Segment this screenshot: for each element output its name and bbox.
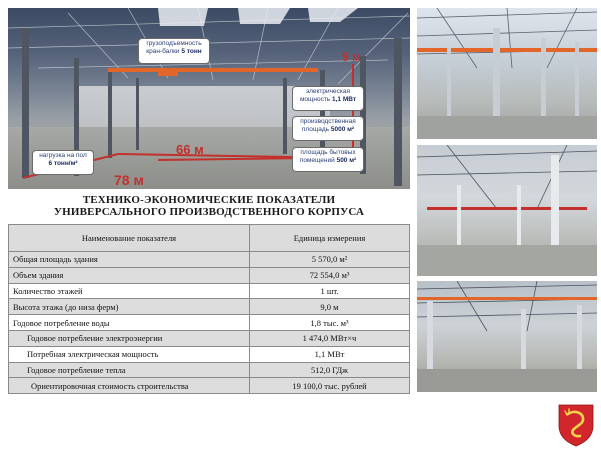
callout-amenity-value: 500 м² (336, 157, 357, 164)
header-indicator-name: Наименование показателя (9, 225, 250, 252)
callout-prod-line1: производственная (300, 118, 356, 125)
row-name: Потребная электрическая мощность (9, 346, 250, 362)
row-name: Ориентировочная стоимость строительства (9, 378, 250, 394)
row-value: 9,0 м (250, 299, 410, 315)
callout-power-value: 1,1 МВт (332, 96, 357, 103)
row-value: 72 554,0 м³ (250, 267, 410, 283)
table-row (9, 283, 410, 299)
main-warehouse-photo (8, 8, 410, 189)
callout-floor-value: 6 тонн/м² (48, 160, 78, 167)
callout-crane-value: 5 тонн (181, 48, 202, 55)
row-value: 19 100,0 тыс. рублей (250, 378, 410, 394)
callout-production-area (292, 116, 364, 141)
callout-amenity-area (292, 147, 364, 172)
title-line-2: УНИВЕРСАЛЬНОГО ПРОИЗВОДСТВЕННОГО КОРПУСА (53, 206, 365, 218)
side-photo-3 (417, 281, 597, 392)
side-photo-1-structure (417, 8, 597, 139)
table-row (9, 346, 410, 362)
coat-of-arms-icon (556, 402, 596, 447)
table-row (9, 299, 410, 315)
dimension-height: 9 м (342, 50, 361, 64)
row-name: Количество этажей (9, 283, 250, 299)
row-name: Годовое потребление электроэнергии (9, 330, 250, 346)
row-value: 1,1 МВт (250, 346, 410, 362)
row-value: 5 570,0 м² (250, 252, 410, 268)
callout-crane-line1: грузоподъемность (146, 40, 202, 47)
table-row (9, 267, 410, 283)
side-photo-1 (417, 8, 597, 139)
dimension-length: 66 м (176, 142, 204, 157)
callout-floor-load (32, 150, 94, 175)
row-name: Общая площадь здания (9, 252, 250, 268)
row-name: Годовое потребление тепла (9, 362, 250, 378)
row-value: 1 шт. (250, 283, 410, 299)
row-name: Годовое потребление воды (9, 315, 250, 331)
header-unit: Единица измерения (250, 225, 410, 252)
table-row (9, 315, 410, 331)
table-row (9, 252, 410, 268)
side-photo-2 (417, 145, 597, 276)
callout-prod-value: 5000 м² (330, 126, 355, 133)
callout-power (292, 86, 364, 111)
table-row (9, 362, 410, 378)
page-title (8, 194, 410, 218)
callout-crane-capacity (138, 38, 210, 64)
callout-power-line1: электрическая (305, 88, 351, 95)
callout-floor-line1: нагрузка на пол (39, 152, 87, 159)
row-name: Объем здания (9, 267, 250, 283)
table-row (9, 378, 410, 394)
side-photo-2-structure (417, 145, 597, 276)
callout-crane-line2: кран-балки (146, 48, 180, 55)
callout-prod-line2: площадь (301, 126, 330, 133)
specs-table (8, 224, 410, 394)
table-header-row (9, 225, 410, 252)
callout-amenity-line1: площадь бытовых (300, 149, 356, 156)
row-value: 512,0 ГДж (250, 362, 410, 378)
callout-amenity-line2: помещений (299, 157, 335, 164)
table-row (9, 330, 410, 346)
row-value: 1 474,0 МВт×ч (250, 330, 410, 346)
dimension-width: 78 м (114, 172, 144, 188)
title-line-1: ТЕХНИКО-ЭКОНОМИЧЕСКИЕ ПОКАЗАТЕЛИ (82, 194, 336, 206)
callout-power-line2: мощность (299, 96, 331, 103)
side-photo-3-structure (417, 281, 597, 392)
row-value: 1,8 тыс. м³ (250, 315, 410, 331)
row-name: Высота этажа (до низа ферм) (9, 299, 250, 315)
